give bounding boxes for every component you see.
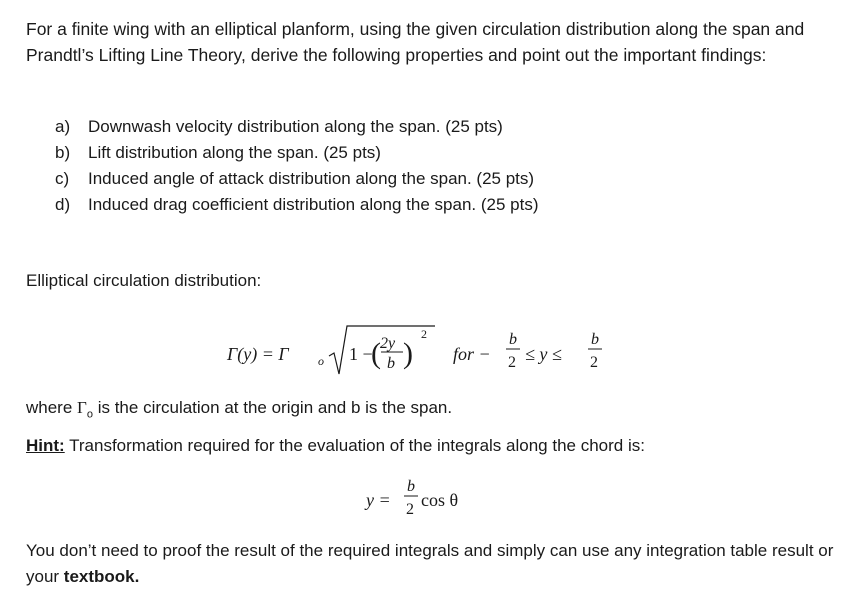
formula-inequality: ≤ y ≤ — [525, 344, 562, 364]
formula-one-minus: 1 − — [349, 344, 373, 364]
task-item — [55, 114, 538, 140]
task-label: c) — [55, 169, 70, 188]
intro-paragraph: For a finite wing with an elliptical planform, using the given circulation distribution along the span and Prandtl’s Lifting Line Theory, derive the following properties and point out the important findings: — [26, 19, 805, 65]
formula-lower-num: b — [509, 331, 517, 348]
hint-label: Hint: — [26, 436, 65, 455]
task-item — [55, 140, 538, 166]
task-label: b) — [55, 143, 71, 162]
gamma-subscript: o — [86, 408, 93, 421]
task-item — [55, 192, 538, 218]
formula-frac-num: 2y — [380, 335, 396, 352]
task-label: d) — [55, 195, 71, 214]
where-line — [26, 398, 452, 420]
closing-text: You don’t need to proof the result of the required integrals and simply can use any integration table result or your — [26, 541, 834, 586]
transform-num: b — [407, 478, 415, 495]
formula-lhs: Γ(y) = Γ — [227, 344, 289, 364]
formula-exponent: 2 — [421, 327, 427, 341]
closing-bold: textbook. — [63, 567, 140, 586]
hint-text: Transformation required for the evaluation of the integrals along the chord is: — [64, 436, 645, 455]
formula-for: for − — [453, 344, 491, 364]
formula-upper-num: b — [591, 331, 599, 348]
formula-paren-open: ( — [371, 337, 381, 370]
circulation-heading: Elliptical circulation distribution: — [26, 271, 262, 290]
task-text: Downwash velocity distribution along the span. (25 pts) — [88, 117, 503, 136]
task-text: Induced angle of attack distribution along the span. (25 pts) — [88, 169, 535, 188]
task-item — [55, 166, 538, 192]
hint-line — [26, 436, 645, 456]
transform-den: 2 — [406, 501, 414, 518]
formula-frac-den: b — [387, 355, 395, 372]
task-text: Induced drag coefficient distribution along the span. (25 pts) — [88, 195, 539, 214]
gamma-symbol: Γ — [77, 398, 87, 417]
where-suffix: is the circulation at the origin and b is the span. — [92, 398, 453, 417]
circulation-formula — [225, 318, 645, 380]
task-text: Lift distribution along the span. (25 pts) — [88, 143, 381, 162]
formula-paren-close: ) — [403, 337, 413, 370]
where-prefix: where — [26, 398, 78, 417]
task-label: a) — [55, 117, 71, 136]
formula-lower-den: 2 — [508, 354, 516, 371]
formula-upper-den: 2 — [590, 354, 598, 371]
transform-rhs: cos θ — [421, 490, 459, 510]
task-list — [55, 114, 538, 218]
formula-subscript: o — [318, 354, 324, 368]
closing-paragraph — [26, 538, 836, 590]
transformation-formula — [360, 470, 500, 530]
transform-lhs: y = — [366, 490, 391, 510]
